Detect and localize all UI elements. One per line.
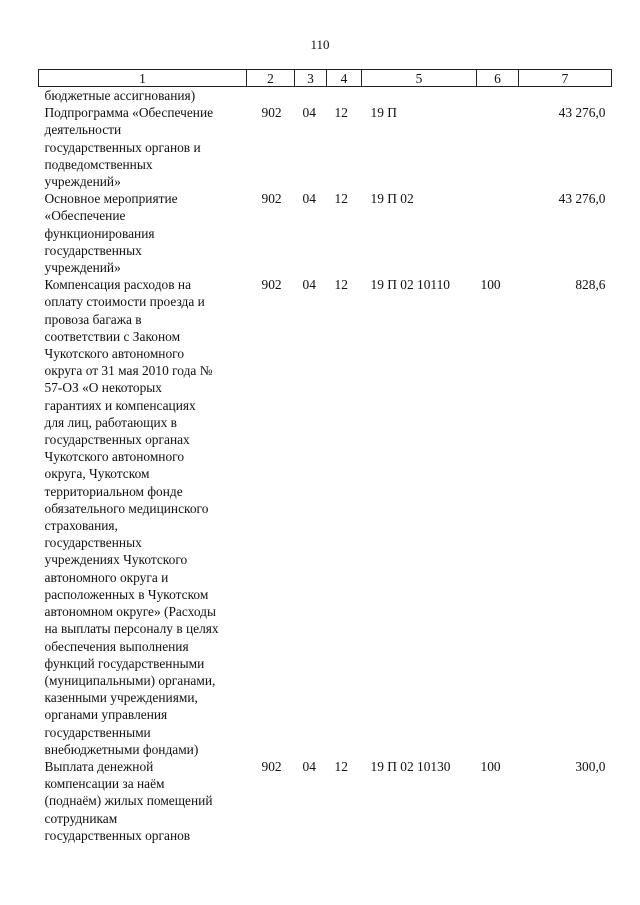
column-header-3: 3 (295, 70, 327, 87)
row-amount: 828,6 (575, 277, 606, 293)
column-header-4: 4 (327, 70, 362, 87)
row-subsection-code (327, 87, 362, 105)
row-amount: 300,0 (575, 758, 606, 774)
row-section-code: 04 (302, 191, 316, 207)
column-header-7: 7 (519, 70, 612, 87)
row-expense-type: 100 (480, 277, 501, 293)
column-header-2: 2 (247, 70, 295, 87)
row-amount (519, 87, 612, 105)
table-row (39, 87, 612, 105)
row-expense-type (477, 190, 519, 276)
row-subsection-code: 12 (334, 758, 348, 774)
column-header-6: 6 (477, 70, 519, 87)
row-name: Подпрограмма «Обеспечение деятельности государственных органов и подведомственных учреждений» (44, 105, 214, 190)
row-target-code: 19 П (370, 105, 397, 121)
row-expense-type (477, 104, 519, 190)
table-row (39, 758, 612, 844)
row-section-code: 04 (302, 277, 316, 293)
row-name: Компенсация расходов на оплату стоимости проезда и провоза багажа в соответствии с Законом Чукотского автономного округа от 31 мая 2010 года № 57-ОЗ «О некоторых гарантиях и компенсациях для лиц, работающих в государственных органах Чукотского автономного округа, Чукотском территориальном фонде обязательного медицинского страхования, государственных учреждениях Чукотского автономного округа и расположенных в Чукотском автономном округе» (Расходы на выплаты персоналу в целях обеспечения выполнения функций государственными (муниципальными) органами, казенными учреждениями, органами управления государственными внебюджетными фондами) (44, 277, 219, 757)
row-expense-type: 100 (480, 758, 501, 774)
row-subsection-code: 12 (334, 105, 348, 121)
row-target-code (362, 87, 477, 105)
row-target-code: 19 П 02 10110 (370, 277, 450, 293)
row-target-code: 19 П 02 10130 (370, 758, 451, 774)
table-row (39, 190, 612, 276)
row-subsection-code: 12 (334, 191, 348, 207)
row-section-code: 04 (302, 105, 316, 121)
row-admin-code: 902 (261, 277, 282, 293)
row-section-code: 04 (302, 758, 316, 774)
page-number: 110 (310, 37, 330, 52)
row-amount: 43 276,0 (558, 191, 606, 207)
row-amount: 43 276,0 (558, 105, 606, 121)
column-header-1: 1 (39, 70, 247, 87)
column-header-5: 5 (362, 70, 477, 87)
table-row (39, 276, 612, 758)
row-section-code (295, 87, 327, 105)
budget-table (38, 69, 612, 844)
row-expense-type (477, 87, 519, 105)
row-subsection-code: 12 (334, 277, 348, 293)
row-name: Основное мероприятие «Обеспечение функционирования государственных учреждений» (44, 191, 178, 276)
row-target-code: 19 П 02 (370, 191, 414, 207)
row-admin-code (247, 87, 295, 105)
row-admin-code: 902 (261, 105, 282, 121)
row-name: бюджетные ассигнования) (44, 88, 196, 103)
row-name: Выплата денежной компенсации за наём (поднаём) жилых помещений сотрудникам государственных органов (44, 758, 213, 843)
row-admin-code: 902 (261, 758, 282, 774)
row-admin-code: 902 (261, 191, 282, 207)
table-row (39, 104, 612, 190)
table-header-row (39, 70, 612, 87)
